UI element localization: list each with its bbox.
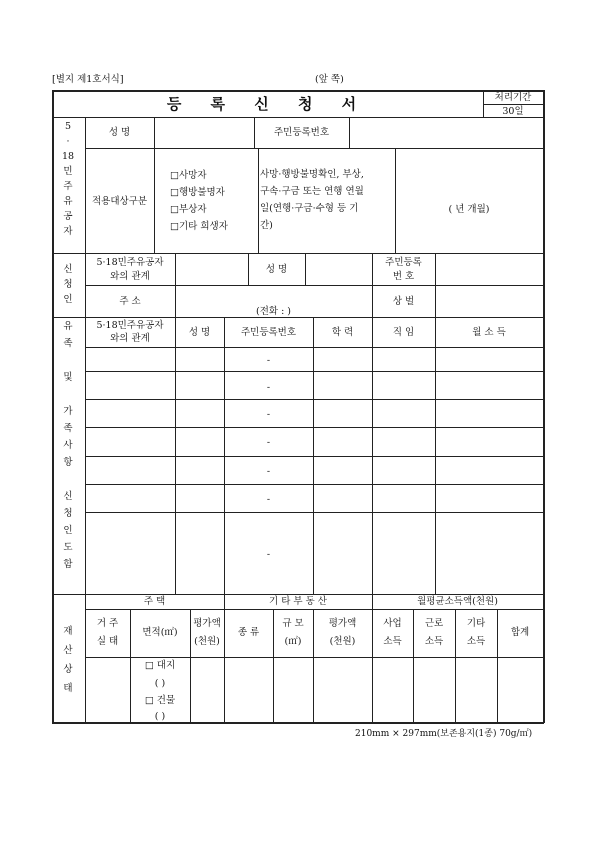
page-side: (앞 쪽) [315, 74, 344, 85]
family-relation-header-1: 5·18민주유공자 [96, 320, 164, 331]
applicant-rrn-label-2: 번 호 [392, 271, 415, 282]
victim-name-field[interactable] [155, 118, 253, 147]
value1-header-2: (천원) [194, 636, 220, 647]
victim-name-label: 성 명 [108, 127, 131, 138]
house-header: 주 택 [143, 596, 166, 607]
frame-left [52, 90, 54, 723]
value2-header-1: 평가액 [328, 618, 357, 629]
total-header: 합계 [510, 627, 530, 638]
relation-label-2: 와의 관계 [110, 271, 150, 282]
labor-income-header-2: 소득 [424, 636, 444, 647]
applicant-name-label: 성 명 [265, 264, 288, 275]
family-side-label: 유 족 및 가 족 사 항 신 청 인 도 함 [63, 321, 73, 570]
frame-bottom [52, 722, 544, 724]
land-area-field[interactable]: ( ) [154, 678, 166, 689]
phone-label: (전화 : ) [256, 306, 292, 317]
rrn-dash: - [266, 382, 271, 393]
residence-header-2: 실 태 [96, 636, 119, 647]
property-side-label: 재 산 상 태 [63, 626, 73, 694]
family-name-header: 성 명 [188, 327, 211, 338]
description-line-4: 간) [260, 220, 273, 231]
processing-label: 처리기간 [494, 92, 532, 103]
scale-header-1: 규 모 [282, 618, 304, 629]
applicant-name-field[interactable] [306, 254, 371, 284]
processing-value: 30일 [502, 106, 524, 117]
option-missing[interactable]: □행방불명자 [170, 187, 225, 198]
other-income-header-1: 기타 [466, 618, 486, 629]
paper-spec: 210mm × 297mm(보존용지(1종) 70g/㎡) [355, 729, 533, 739]
form-title: 등 록 신 청 서 [166, 95, 369, 113]
rrn-dash: - [266, 494, 271, 505]
income-header: 월평균소득액(천원) [417, 596, 498, 607]
rrn-dash: - [266, 466, 271, 477]
rrn-dash: - [266, 355, 271, 366]
realestate-header: 기 타 부 동 산 [269, 596, 327, 607]
kind-header: 종 류 [237, 627, 260, 638]
victim-rrn-field[interactable] [350, 118, 542, 147]
relation-label-1: 5·18민주유공자 [96, 257, 164, 268]
building-check[interactable]: □ 건물 [144, 695, 176, 706]
family-occupation-header: 직 임 [392, 327, 415, 338]
rrn-dash: - [266, 549, 271, 560]
applicant-rrn-label-1: 주민등록 [385, 257, 422, 268]
description-line-3: 일(연행·구금·수형 등 기 [260, 203, 359, 214]
family-income-header: 월 소 득 [472, 327, 506, 338]
period-placeholder[interactable]: ( 년 개월) [448, 204, 490, 215]
family-education-header: 학 력 [331, 327, 354, 338]
business-income-header-1: 사업 [383, 618, 402, 629]
rrn-dash: - [266, 437, 271, 448]
land-check[interactable]: □ 대지 [144, 660, 176, 671]
form-number: [별지 제1호서식] [52, 74, 124, 85]
description-line-2: 구속·구금 또는 연행 연월 [260, 186, 364, 197]
reward-field[interactable] [436, 286, 542, 316]
scale-header-2: (㎡) [284, 636, 302, 647]
business-income-header-2: 소득 [383, 636, 402, 647]
relation-field[interactable] [176, 254, 247, 284]
applicant-side-label: 신 청 인 [63, 264, 73, 305]
frame-right [543, 90, 545, 723]
victim-rrn-label: 주민등록번호 [273, 127, 330, 138]
other-income-header-2: 소득 [466, 636, 486, 647]
option-deceased[interactable]: □사망자 [170, 170, 207, 181]
description-line-1: 사망·행방불명확인, 부상, [260, 169, 364, 180]
applicant-rrn-field[interactable] [436, 254, 542, 284]
victim-side-label: 5 · 18 민 주 유 공 자 [61, 121, 75, 237]
reward-label: 상 벌 [392, 296, 415, 307]
category-label: 적용대상구분 [91, 196, 148, 207]
area-header: 면적(㎡) [142, 627, 178, 638]
address-label: 주 소 [119, 296, 141, 307]
value2-header-2: (천원) [329, 636, 356, 647]
option-other-victim[interactable]: □기타 희생자 [170, 221, 228, 232]
value1-header-1: 평가액 [193, 618, 221, 629]
residence-header-1: 거 주 [96, 618, 119, 629]
option-injured[interactable]: □부상자 [170, 204, 207, 215]
frame-top [52, 90, 544, 92]
labor-income-header-1: 근로 [424, 618, 444, 629]
rrn-dash: - [266, 409, 271, 420]
family-rrn-header: 주민등록번호 [240, 327, 297, 338]
building-area-field[interactable]: ( ) [154, 711, 166, 722]
family-relation-header-2: 와의 관계 [110, 333, 150, 344]
